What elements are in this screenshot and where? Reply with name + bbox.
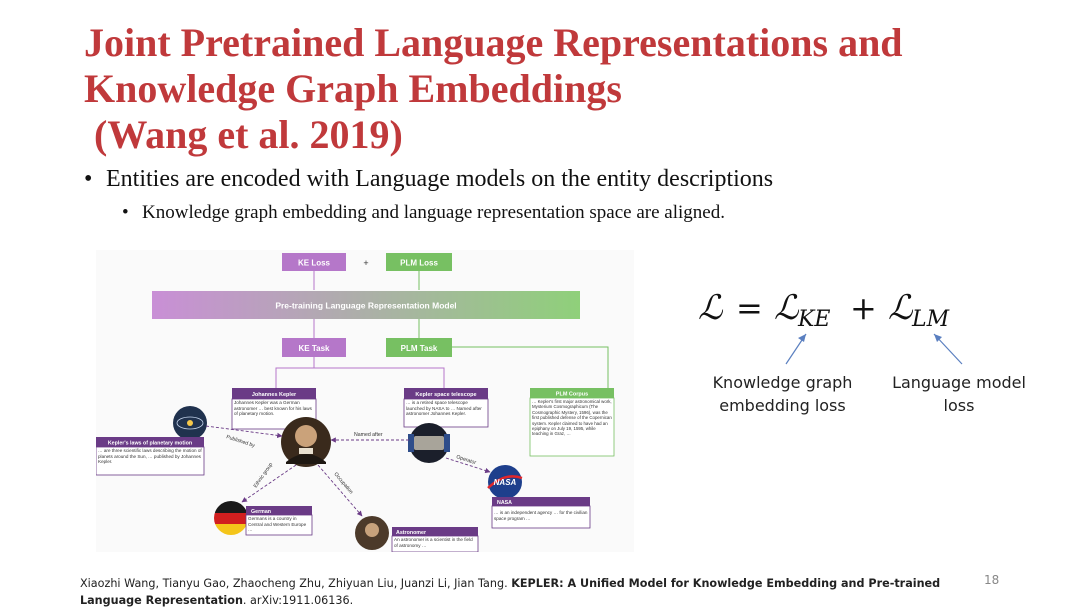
label-ethnic-group: Ethnic group — [252, 461, 275, 490]
nasa-logo-text: NASA — [493, 478, 517, 487]
lm-loss-caption — [884, 371, 1034, 417]
ke-task-box — [282, 338, 346, 357]
plus-sign: + — [363, 258, 369, 268]
formula-equals: = — [736, 289, 763, 327]
nasa-node — [492, 497, 590, 528]
lm-caption-line-2: loss — [943, 396, 975, 415]
johannes-text: Johannes Kepler was a German astronomer … best known for his laws of planetary motion. — [234, 400, 312, 417]
title-line-2: Knowledge Graph Embeddings — [84, 66, 622, 111]
plm-loss-box — [386, 253, 452, 271]
page-number: 18 — [984, 573, 1000, 587]
label-operator: Operator — [455, 454, 477, 467]
ke-loss-box — [282, 253, 346, 271]
slide-title — [84, 20, 1064, 158]
ke-caption-line-1: Knowledge graph — [712, 373, 853, 392]
bullet-level-2 — [122, 202, 725, 224]
kepler-portrait-image — [281, 417, 331, 467]
plm-corpus-node — [530, 388, 614, 456]
bullet-level-1-text: Entities are encoded with Language models on the entity descriptions — [106, 166, 774, 192]
kepler-figure — [96, 250, 634, 552]
ke-loss-label: KE Loss — [297, 258, 331, 268]
nasa-title: NASA — [497, 500, 513, 506]
laws-title: Kepler's laws of planetary motion — [107, 440, 193, 447]
plm-corpus-label: PLM Corpus — [555, 391, 589, 398]
formula-sub-lm: LM — [912, 307, 950, 332]
german-text: Germans is a country in Central and Western Europe … — [248, 516, 307, 533]
label-published-by: Published by — [225, 434, 256, 450]
laws-text: … are three scientific laws describing the motion of planets around the Sun, … published by Johannes Kepler. — [98, 448, 202, 465]
nasa-logo-image — [488, 465, 522, 499]
formula-term-lm: ℒ — [888, 288, 913, 328]
bullet-level-1 — [84, 166, 773, 193]
telescope-title: Kepler space telescope — [415, 392, 477, 398]
telescope-image — [408, 423, 450, 463]
citation-suffix: . arXiv:1911.06136. — [242, 594, 354, 607]
plm-loss-label: PLM Loss — [400, 258, 438, 268]
planetary-laws-image — [173, 406, 207, 440]
formula-term-ke: ℒ — [774, 288, 799, 328]
ke-loss-caption — [700, 371, 865, 417]
bullet-dot-icon: • — [122, 202, 129, 223]
plm-task-box — [386, 338, 452, 357]
plm-corpus-text: … Kepler's first major astronomical work, Mysterium Cosmographicum (The Cosmographic Mystery, 1596), was the first published defense of the Copernican system. Kepler claimed to have had an epiphany on July 19, 1595, while teaching in Graz, … — [532, 399, 612, 437]
pretraining-model-bar — [152, 291, 580, 319]
formula-sub-ke: KE — [798, 307, 831, 332]
lm-caption-line-1: Language model — [892, 373, 1026, 392]
astronomer-node — [392, 527, 478, 552]
telescope-text: … is a retired space telescope launched by NASA to … Named after astronomer Johannes Kepler. — [406, 400, 482, 417]
plm-task-label: PLM Task — [400, 344, 438, 353]
bullet-dot-icon: • — [84, 166, 93, 192]
nasa-text: … is an independent agency … for the civilian space program … — [494, 510, 588, 521]
label-occupation: Occupation — [332, 471, 354, 496]
bullet-level-2-text: Knowledge graph embedding and language representation space are aligned. — [142, 202, 725, 223]
formula-lhs: ℒ — [698, 288, 723, 328]
title-line-3: (Wang et al. 2019) — [94, 112, 403, 157]
ke-caption-line-2: embedding loss — [719, 396, 846, 415]
title-line-1: Joint Pretrained Language Representations and — [84, 20, 903, 65]
formula-plus: + — [850, 289, 877, 327]
model-label: Pre-training Language Representation Model — [275, 300, 457, 311]
german-title: German — [251, 509, 272, 515]
edge-occupation — [318, 465, 362, 516]
kepler-telescope-node — [404, 388, 488, 427]
german-node — [246, 506, 312, 535]
citation-footer — [80, 575, 960, 609]
ke-task-label: KE Task — [298, 344, 330, 353]
label-named-after: Named after — [354, 432, 383, 438]
citation-authors: Xiaozhi Wang, Tianyu Gao, Zhaocheng Zhu, Zhiyuan Liu, Juanzi Li, Jian Tang. — [80, 577, 512, 590]
astronomer-image — [355, 516, 389, 550]
astronomer-title: Astronomer — [396, 530, 427, 536]
germany-flag-image — [214, 501, 248, 535]
johannes-title: Johannes Kepler — [251, 392, 297, 398]
astronomer-text: An astronomer is a scientist in the field of astronomy … — [394, 537, 473, 548]
citation-paper-title: KEPLER: A Unified Model for Knowledge Embedding and Pre-trained Language Representation — [80, 577, 941, 607]
planetary-laws-node — [96, 437, 204, 475]
